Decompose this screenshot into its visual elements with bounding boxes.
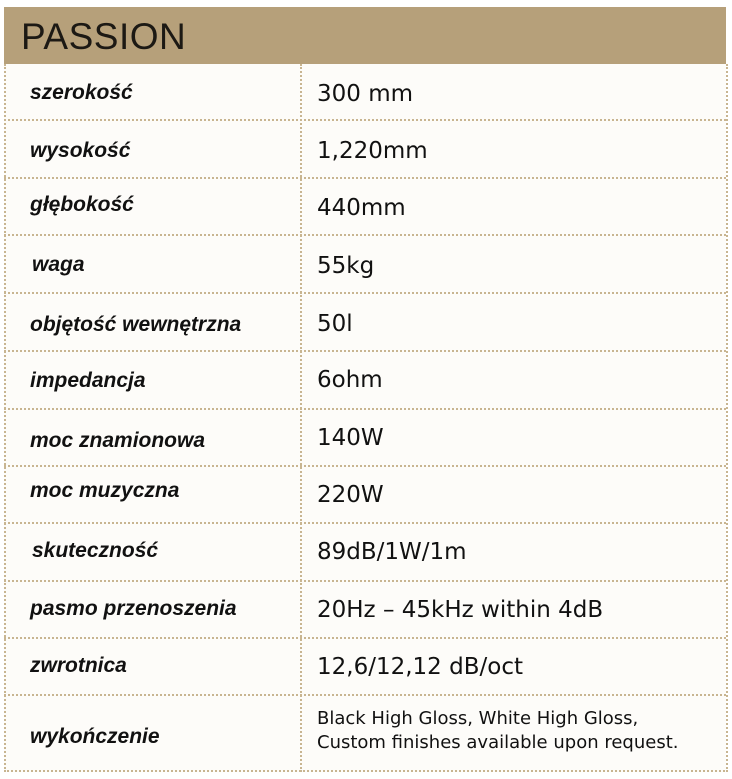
table-row — [4, 582, 726, 639]
spec-label-frequency-response: pasmo przenoszenia — [30, 597, 237, 620]
header-bar — [4, 7, 726, 64]
spec-value-impedance: 6ohm — [317, 367, 383, 393]
table-row — [4, 524, 726, 582]
table-row — [4, 639, 726, 696]
spec-value-efficiency: 89dB/1W/1m — [317, 539, 467, 565]
spec-value-crossover: 12,6/12,12 dB/oct — [317, 654, 523, 680]
spec-label-width: szerokość — [30, 81, 133, 104]
finish-line-1: Black High Gloss, White High Gloss, — [317, 708, 639, 729]
table-row — [4, 410, 726, 467]
spec-label-rated-power: moc znamionowa — [30, 429, 206, 452]
spec-label-depth: głębokość — [30, 193, 134, 216]
table-row — [4, 179, 726, 236]
spec-label-volume: objętość wewnętrzna — [30, 313, 242, 336]
spec-sheet — [4, 7, 726, 772]
finish-line-2: Custom finishes available upon request. — [317, 732, 679, 753]
spec-label-crossover: zwrotnica — [30, 654, 127, 677]
spec-value-width: 300 mm — [317, 81, 414, 107]
table-row — [4, 121, 726, 179]
spec-value-music-power: 220W — [317, 482, 384, 508]
table-row — [4, 467, 726, 524]
spec-value-height: 1,220mm — [317, 138, 428, 164]
spec-value-frequency-response: 20Hz – 45kHz within 4dB — [317, 597, 604, 623]
table-row — [4, 696, 726, 770]
spec-label-weight: waga — [32, 253, 85, 276]
spec-value-finish — [317, 707, 678, 755]
spec-value-volume: 50l — [317, 311, 353, 337]
spec-value-rated-power: 140W — [317, 425, 384, 451]
product-title: PASSION — [21, 16, 187, 57]
spec-label-music-power: moc muzyczna — [30, 479, 180, 502]
table-row — [4, 294, 726, 352]
spec-value-depth: 440mm — [317, 195, 406, 221]
spec-label-impedance: impedancja — [30, 369, 146, 392]
spec-label-height: wysokość — [30, 139, 131, 162]
table-row — [4, 352, 726, 410]
spec-label-finish: wykończenie — [30, 725, 160, 748]
spec-value-weight: 55kg — [317, 253, 375, 279]
table-row — [4, 236, 726, 294]
table-row — [4, 64, 726, 121]
spec-label-efficiency: skuteczność — [32, 539, 159, 562]
